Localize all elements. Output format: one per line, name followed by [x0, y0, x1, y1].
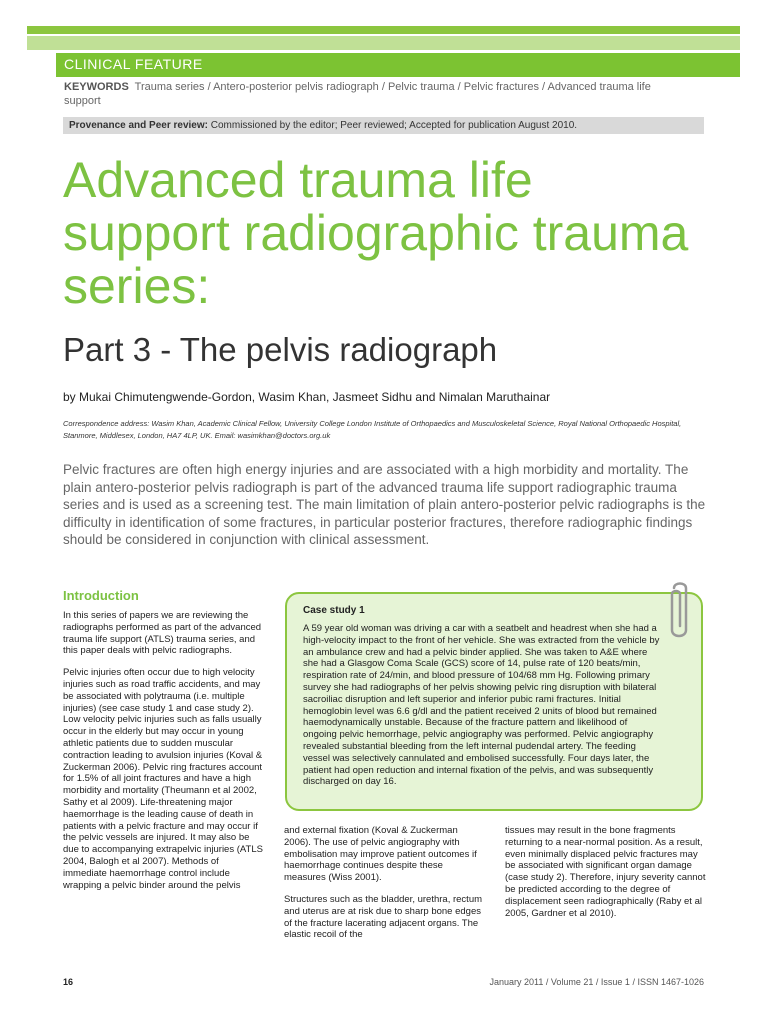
correspondence-address: Correspondence address: Wasim Khan, Academic Clinical Fellow, University College London Institute of Orthopaedics and Musculoskeletal Science, Royal National Orthopaedic Hospital, Stanmore, Middlesex, London, HA7 4LP, UK. Email: wasimkhan@doctors.org.uk — [63, 419, 682, 440]
column-3 — [505, 825, 708, 929]
paragraph: Pelvic injuries often occur due to high velocity injuries such as road traffic accidents, and may be associated with polytrauma (i.e. multiple injuries) (see case study 1 and case study 2). Low velocity pelvic injuries such as falls usually occur in the elderly but may occur in young athletic patients due to sudden muscular contraction leading to avulsion injuries (Koval & Zuckerman 2006). Pelvic ring fractures account for 1.5% of all joint fractures and have a high morbidity and mortality (Theumann et al 2002, Sathy et al 2009). Life-threatening major haemorrhage is the leading cause of death in patients with a pelvic fracture and may occur if the pelvic vessels are injured. It may also be due to accompanying extrapelvic injuries (ATLS 2004, Balogh et al 2007). Methods of immediate haemorrhage control include wrapping a pelvic binder around the pelvis — [63, 667, 263, 891]
provenance-label: Provenance and Peer review: — [69, 120, 208, 131]
section-banner — [56, 53, 740, 77]
keywords-label: KEYWORDS — [64, 81, 129, 93]
article-abstract: Pelvic fractures are often high energy injuries and are associated with a high morbidity and mortality. The plain antero-posterior pelvis radiograph is part of the advanced trauma life support radiographic trauma series and is used as a screening test. The main limitation of plain antero-posterior pelvic radiographs is the difficulty in identification of some fractures, in particular posterior fractures, therefore radiographic findings should be considered in conjunction with clinical assessment. — [63, 462, 706, 548]
paperclip-icon — [660, 580, 698, 642]
provenance-text: Commissioned by the editor; Peer reviewed; Accepted for publication August 2010. — [207, 120, 578, 131]
paragraph: Structures such as the bladder, urethra, rectum and uterus are at risk due to sharp bone edges of the fracture lacerating adjacent organs. The elastic recoil of the — [284, 893, 483, 941]
column-1 — [63, 610, 265, 901]
paragraph: In this series of papers we are reviewing the radiographs performed as part of the advanced trauma life support (ATLS) trauma series, and this paper deals with pelvic radiographs. — [63, 610, 262, 657]
article-subtitle: Part 3 - The pelvis radiograph — [63, 331, 498, 368]
keywords-list: Trauma series / Antero-posterior pelvis radiograph / Pelvic trauma / Pelvic fractures / Advanced trauma life support — [64, 81, 651, 107]
header-stripe-light — [27, 36, 740, 50]
case-study-box — [285, 592, 703, 811]
column-2 — [284, 825, 484, 951]
case-study-text: A 59 year old woman was driving a car with a seatbelt and headrest when she had a high-velocity impact to the front of her vehicle. She was extracted from the vehicle by an ambulance crew and had a pelvic binder applied. She was taken to A&E where she had a Glasgow Coma Scale (GCS) score of 14, pulse rate of 120 beats/min, respiration rate of 24/min, and blood pressure of 104/68 mm Hg. Following primary survey she had radiographs of her pelvis showing pelvic ring disruption with bilateral sacroiliac disruption and left superior and inferior pubic rami fractures. Initial hemoglobin level was 6.6 g/dl and the patient received 2 units of blood but remained haemodynamically unstable. Because of the fracture pattern and likelihood of ongoing pelvic hemorrhage, pelvic angiography was performed. Pelvic angiography revealed substantial bleeding from the left internal pudendal artery. The feeding vessel was selectively cannulated and embolised successfully. Four days later, the patient had open reduction and internal fixation of the pelvis, and was subsequently discharged on day 16. — [303, 623, 660, 788]
provenance-bar — [63, 117, 704, 134]
header-stripe-top — [27, 26, 740, 34]
paragraph: and external fixation (Koval & Zuckerman 2006). The use of pelvic angiography with embolisation may improve patient outcomes if haemorrhage continues despite these measures (Wiss 2001). — [284, 825, 477, 884]
page-number: 16 — [63, 977, 74, 987]
journal-info: January 2011 / Volume 21 / Issue 1 / ISSN 1467-1026 — [489, 977, 704, 987]
article-authors: by Mukai Chimutengwende-Gordon, Wasim Khan, Jasmeet Sidhu and Nimalan Maruthainar — [63, 390, 551, 404]
keywords — [64, 80, 684, 108]
paragraph: tissues may result in the bone fragments returning to a near-normal position. As a result, even minimally displaced pelvic fractures may be associated with significant organ damage (case study 2). Therefore, injury severity cannot be predicted according to the degree of displacement seen radiographically (Raby et al 2005, Gardner et al 2010). — [505, 825, 706, 919]
introduction-heading: Introduction — [63, 588, 139, 603]
section-label: CLINICAL FEATURE — [64, 56, 203, 72]
article-title: Advanced trauma life support radiographic trauma series: — [63, 152, 689, 314]
case-study-title: Case study 1 — [303, 605, 365, 616]
